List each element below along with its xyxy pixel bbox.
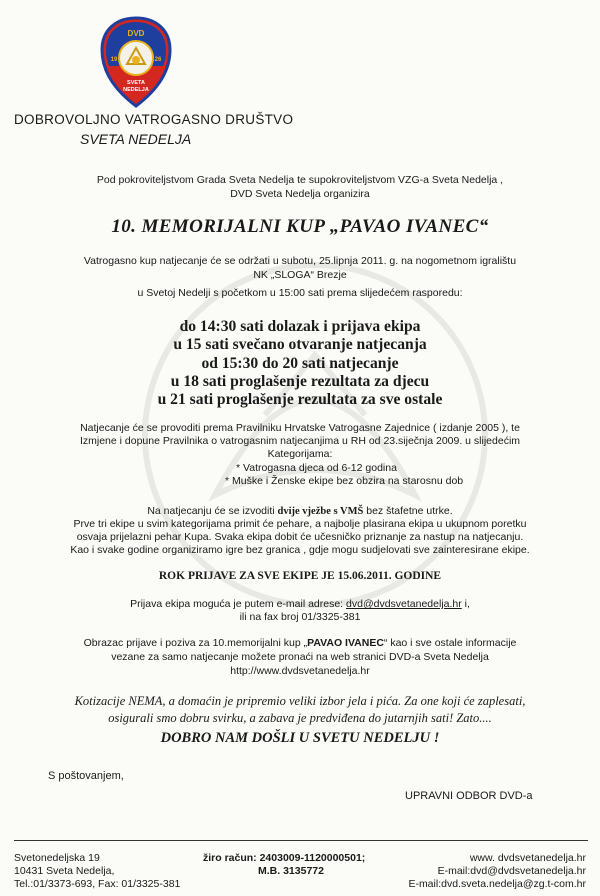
event-line-1: Vatrogasno kup natjecanje će se održati u subotu, 25.lipnja 2011. g. na nogometnom igralištu — [83, 255, 517, 267]
category-1: * Vatrogasna djeca od 6-12 godina — [236, 462, 397, 474]
footer-mb: M.B. 3135772 — [258, 865, 324, 877]
logo-text-sveta: SVETA — [127, 80, 145, 86]
rules-line-1: Natjecanje će se provoditi prema Pravilniku Hrvatske Vatrogasne Zajednice ( izdanje 2005 ), te — [80, 422, 520, 434]
form-info-pre: Obrazac prijave i poziva za 10.memorijalni kup „ — [83, 637, 308, 649]
registration-email-link[interactable]: dvd@dvdsvetanedelja.hr — [346, 598, 462, 610]
closing-line-1: Kotizacije NEMA, a domaćin je pripremio veliki izbor jela i pića. Za one koji će zaplesati, — [74, 694, 526, 708]
welcome-text: DOBRO NAM DOŠLI U SVETU NEDELJU ! — [160, 730, 440, 746]
intro-line-2: DVD Sveta Nedelja organizira — [230, 188, 370, 200]
event-line-3: u Svetoj Nedelji s početkom u 15:00 sati prema slijedećem rasporedu: — [137, 287, 463, 299]
org-name: DOBROVOLJNO VATROGASNO DRUŠTVO — [14, 112, 294, 127]
footer-phone: Tel.:01/3373-693, Fax: 01/3325-381 — [14, 878, 181, 890]
awards-line-1-pre: Na natjecanju će se izvoditi — [147, 505, 278, 517]
schedule-item: u 15 sati svečano otvaranje natjecanja — [173, 336, 427, 354]
deadline: ROK PRIJAVE ZA SVE EKIPE JE 15.06.2011. GODINE — [158, 570, 442, 582]
awards-line-4: Kao i svake godine organiziramo igre bez granica , gdje mogu sudjelovati sve zainteresirane ekipe. — [70, 544, 530, 556]
category-2: * Muške i Ženske ekipe bez obzira na starosnu dob — [225, 475, 464, 487]
footer-giro: žiro račun: 2403009-1120000501; — [203, 852, 366, 864]
schedule-item: od 15:30 do 20 sati natjecanje — [201, 354, 399, 372]
event-line-2: NK „SLOGA“ Brezje — [253, 269, 347, 281]
registration-pre: Prijava ekipa moguća je putem e-mail adrese: — [130, 598, 347, 610]
registration-post: i, — [461, 598, 470, 610]
org-city: SVETA NEDELJA — [80, 131, 192, 147]
form-info-bold: PAVAO IVANEC — [307, 637, 384, 649]
footer-address-2: 10431 Sveta Nedelja, — [14, 865, 115, 877]
footer-address-1: Svetonedeljska 19 — [14, 852, 100, 864]
dvd-logo — [96, 14, 176, 110]
signatory: UPRAVNI ODBOR DVD-a — [405, 790, 533, 802]
schedule-list — [0, 318, 600, 409]
rules-line-3: Kategorijama: — [267, 448, 333, 460]
rules-line-2: Izmjene i dopune Pravilnika o vatrogasnim natjecanjima u RH od 23.siječnja 2009. u slijedećim — [79, 435, 521, 447]
logo-year-right: 26 — [154, 57, 162, 63]
form-info-line-1 — [0, 637, 600, 650]
logo-text-dvd: DVD — [127, 29, 145, 38]
regards: S poštovanjem, — [48, 770, 124, 782]
website-link[interactable]: http://www.dvdsvetanedelja.hr — [230, 665, 370, 677]
footer-divider — [14, 840, 588, 841]
awards-line-1-post: bez štafetne utrke. — [363, 505, 453, 517]
logo-year-left: 19 — [110, 57, 118, 63]
awards-line-2: Prve tri ekipe u svim kategorijama primit će pehare, a najbolje plasirana ekipa u ukupnom poretku — [73, 518, 527, 530]
schedule-item: u 18 sati proglašenje rezultata za djecu — [170, 372, 430, 390]
intro-line-1: Pod pokroviteljstvom Grada Sveta Nedelja te supokroviteljstvom VZG-a Sveta Nedelja , — [96, 174, 504, 186]
awards-line-1-bold: dvije vježbe s VMŠ — [277, 506, 364, 517]
registration-line-1 — [0, 598, 600, 611]
footer-email-1[interactable]: E-mail:dvd@dvdsvetanedelja.hr — [437, 865, 586, 877]
logo-text-nedelja: NEDELJA — [123, 87, 149, 93]
schedule-item: do 14:30 sati dolazak i prijava ekipa — [179, 318, 421, 335]
registration-line-2: ili na fax broj 01/3325-381 — [239, 611, 361, 623]
page-title: 10. MEMORIJALNI KUP „PAVAO IVANEC“ — [111, 216, 489, 237]
footer-web[interactable]: www. dvdsvetanedelja.hr — [469, 852, 586, 864]
awards-line-3: osvaja prijelazni pehar Kupa. Svaka ekipa dobit će učesničko priznanje za nastup na natjecanju. — [76, 531, 524, 543]
form-info-line-2: vezane za samo natjecanje možete pronaći na web stranici DVD-a Sveta Nedelja — [111, 651, 489, 663]
form-info-post: “ kao i sve ostale informacije — [383, 637, 517, 649]
footer-email-2[interactable]: E-mail:dvd.sveta.nedelja@zg.t-com.hr — [408, 878, 586, 890]
schedule-item: u 21 sati proglašenje rezultata za sve ostale — [157, 391, 443, 409]
awards-line-1 — [0, 505, 600, 519]
closing-line-2: osigurali smo dobru svirku, a zabava je predviđena do jutarnjih sati! Zato.... — [108, 711, 492, 725]
